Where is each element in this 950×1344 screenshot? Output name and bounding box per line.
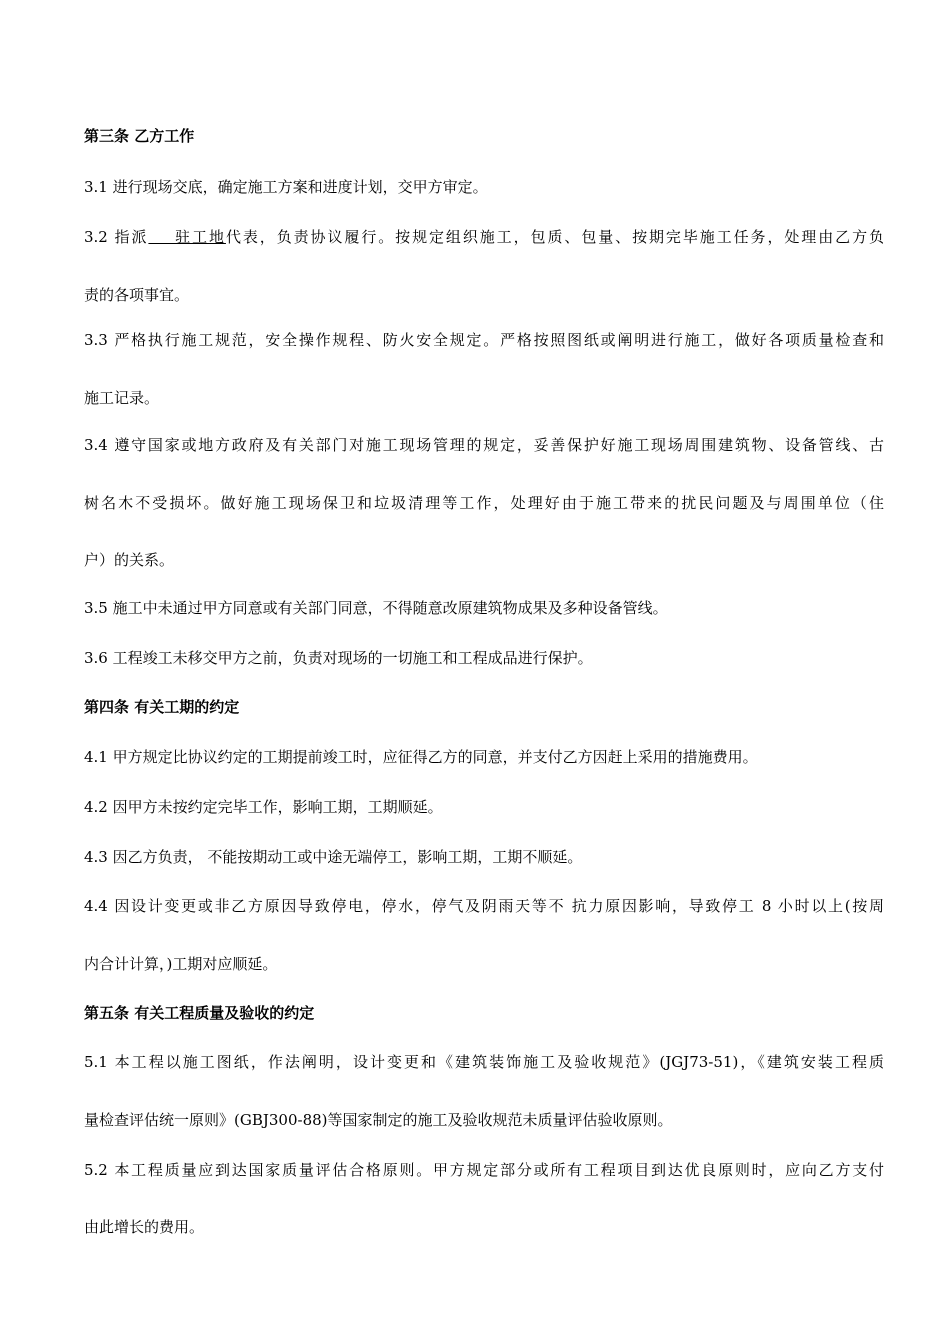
clause-4-4-line-2: 内合计计算，)工期对应顺延。: [84, 955, 278, 973]
clause-4-3: 4.3 因乙方负责， 不能按期动工或中途无端停工，影响工期，工期不顺延。: [84, 848, 583, 866]
clause-4-2: 4.2 因甲方未按约定完毕工作，影响工期，工期顺延。: [84, 798, 443, 816]
clause-5-1-line-1: 5.1 本工程以施工图纸，作法阐明，设计变更和《建筑装饰施工及验收规范》(JGJ73-51)，《建筑安装工程质: [84, 1053, 884, 1071]
clause-5-1-line-2: 量检查评估统一原则》(GBJ300-88)等国家制定的施工及验收规范未质量评估验收原则。: [84, 1111, 673, 1129]
section-heading-3: 第三条 乙方工作: [84, 127, 195, 145]
clause-3-3-line-1: 3.3 严格执行施工规范，安全操作规程、防火安全规定。严格按照图纸或阐明进行施工，做好各项质量检查和: [84, 331, 884, 349]
clause-3-5: 3.5 施工中未通过甲方同意或有关部门同意，不得随意改原建筑物成果及多种设备管线。: [84, 599, 668, 617]
clause-4-1: 4.1 甲方规定比协议约定的工期提前竣工时，应征得乙方的同意，并支付乙方因赶上采用的措施费用。: [84, 748, 758, 766]
clause-3-4-line-3: 户）的关系。: [84, 551, 175, 569]
clause-3-4-line-1: 3.4 遵守国家或地方政府及有关部门对施工现场管理的规定，妥善保护好施工现场周围建筑物、设备管线、古: [84, 436, 884, 454]
clause-3-1: 3.1 进行现场交底，确定施工方案和进度计划，交甲方审定。: [84, 178, 488, 196]
clause-3-2-text-b: 代表，负责协议履行。按规定组织施工，包质、包量、按期完毕施工任务，处理由乙方负: [225, 228, 884, 246]
clause-3-3-line-2: 施工记录。: [84, 389, 160, 407]
clause-3-2-blank-field: 驻工地: [148, 228, 226, 246]
clause-3-2-line-1: [84, 227, 884, 247]
clause-3-2-line-2: 责的各项事宜。: [84, 286, 190, 304]
clause-5-2-line-1: 5.2 本工程质量应到达国家质量评估合格原则。甲方规定部分或所有工程项目到达优良原则时，应向乙方支付: [84, 1161, 884, 1179]
clause-4-4-line-1: 4.4 因设计变更或非乙方原因导致停电，停水，停气及阴雨天等不 抗力原因影响，导致停工 8 小时以上(按周: [84, 897, 884, 915]
clause-3-4-line-2: 树名木不受损坏。做好施工现场保卫和垃圾清理等工作，处理好由于施工带来的扰民问题及与周围单位（住: [84, 494, 884, 512]
clause-3-6: 3.6 工程竣工未移交甲方之前，负责对现场的一切施工和工程成品进行保护。: [84, 649, 593, 667]
section-heading-4: 第四条 有关工期的约定: [84, 698, 240, 716]
section-heading-5: 第五条 有关工程质量及验收的约定: [84, 1004, 315, 1022]
clause-5-2-line-2: 由此增长的费用。: [84, 1218, 205, 1236]
clause-3-2-text-a: 3.2 指派: [84, 228, 149, 246]
